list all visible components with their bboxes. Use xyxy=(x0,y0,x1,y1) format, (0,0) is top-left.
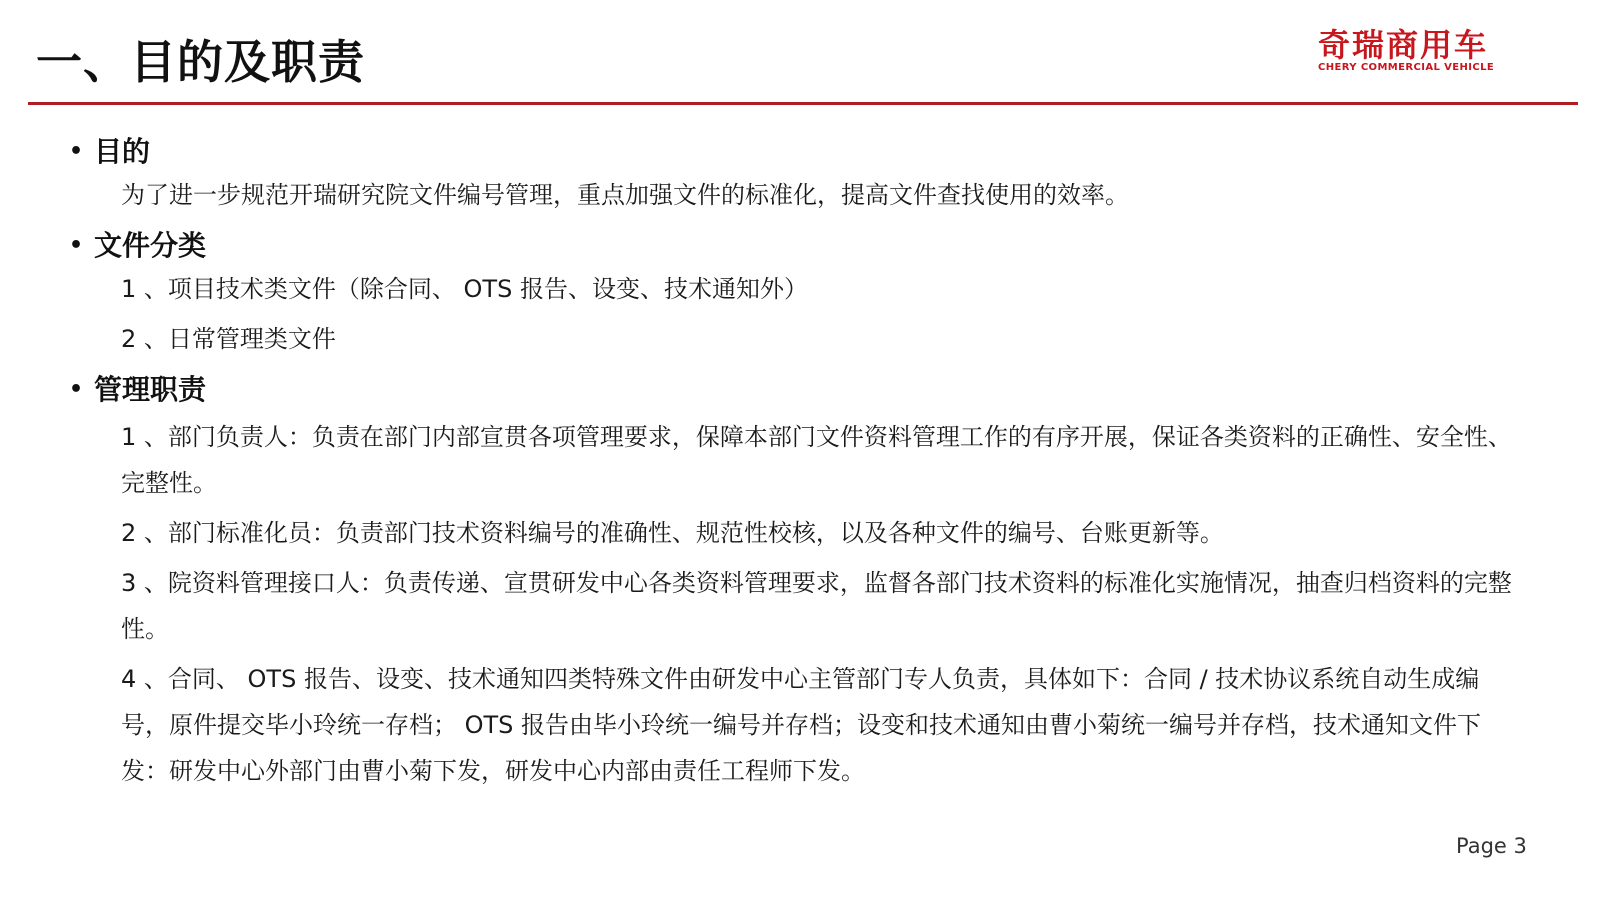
logo-chinese-text: 奇瑞商用车 xyxy=(1318,26,1489,64)
section-heading-purpose xyxy=(66,132,1546,172)
duty-item: 2 、部门标准化员：负责部门技术资料编号的准确性、规范性校核，以及各种文件的编号、台账更新等。 xyxy=(121,519,1224,547)
logo-english-text: CHERY COMMERCIAL VEHICLE xyxy=(1318,62,1495,73)
duty-item: 1 、部门负责人：负责在部门内部宣贯各项管理要求，保障本部门文件资料管理工作的有序开展，保证各类资料的正确性、安全性、完整性。 xyxy=(121,423,1512,497)
bullet-icon: • xyxy=(68,377,84,402)
duty-item: 3 、院资料管理接口人：负责传递、宣贯研发中心各类资料管理要求，监督各部门技术资料的标准化实施情况，抽查归档资料的完整性。 xyxy=(121,569,1512,643)
page-number: Page 3 xyxy=(1456,834,1527,858)
section-heading-text: 目的 xyxy=(94,135,151,168)
title-divider xyxy=(28,102,1578,105)
section-heading-text: 管理职责 xyxy=(94,373,207,406)
classification-item: 2 、日常管理类文件 xyxy=(121,325,336,353)
bullet-icon: • xyxy=(68,139,84,164)
duty-item: 4 、合同、 OTS 报告、设变、技术通知四类特殊文件由研发中心主管部门专人负责，具体如下：合同 / 技术协议系统自动生成编号，原件提交毕小玲统一存档； OTS 报告由毕小玲统一编号并存档；设变和技术通知由曹小菊统一编号并存档，技术通知文件下发：研发中心外部门由曹小菊下发，研发中心内部由责任工程师下发。 xyxy=(121,665,1482,785)
slide-title: 一、目的及职责 xyxy=(36,35,365,89)
purpose-text: 为了进一步规范开瑞研究院文件编号管理，重点加强文件的标准化，提高文件查找使用的效率。 xyxy=(121,181,1129,209)
bullet-icon: • xyxy=(68,233,84,258)
slide-body xyxy=(66,132,1546,794)
section-heading-classification xyxy=(66,226,1546,266)
section-heading-duties xyxy=(66,370,1546,410)
classification-item: 1 、项目技术类文件（除合同、 OTS 报告、设变、技术通知外） xyxy=(121,275,808,303)
chery-logo xyxy=(1318,26,1518,76)
section-heading-text: 文件分类 xyxy=(94,229,207,262)
